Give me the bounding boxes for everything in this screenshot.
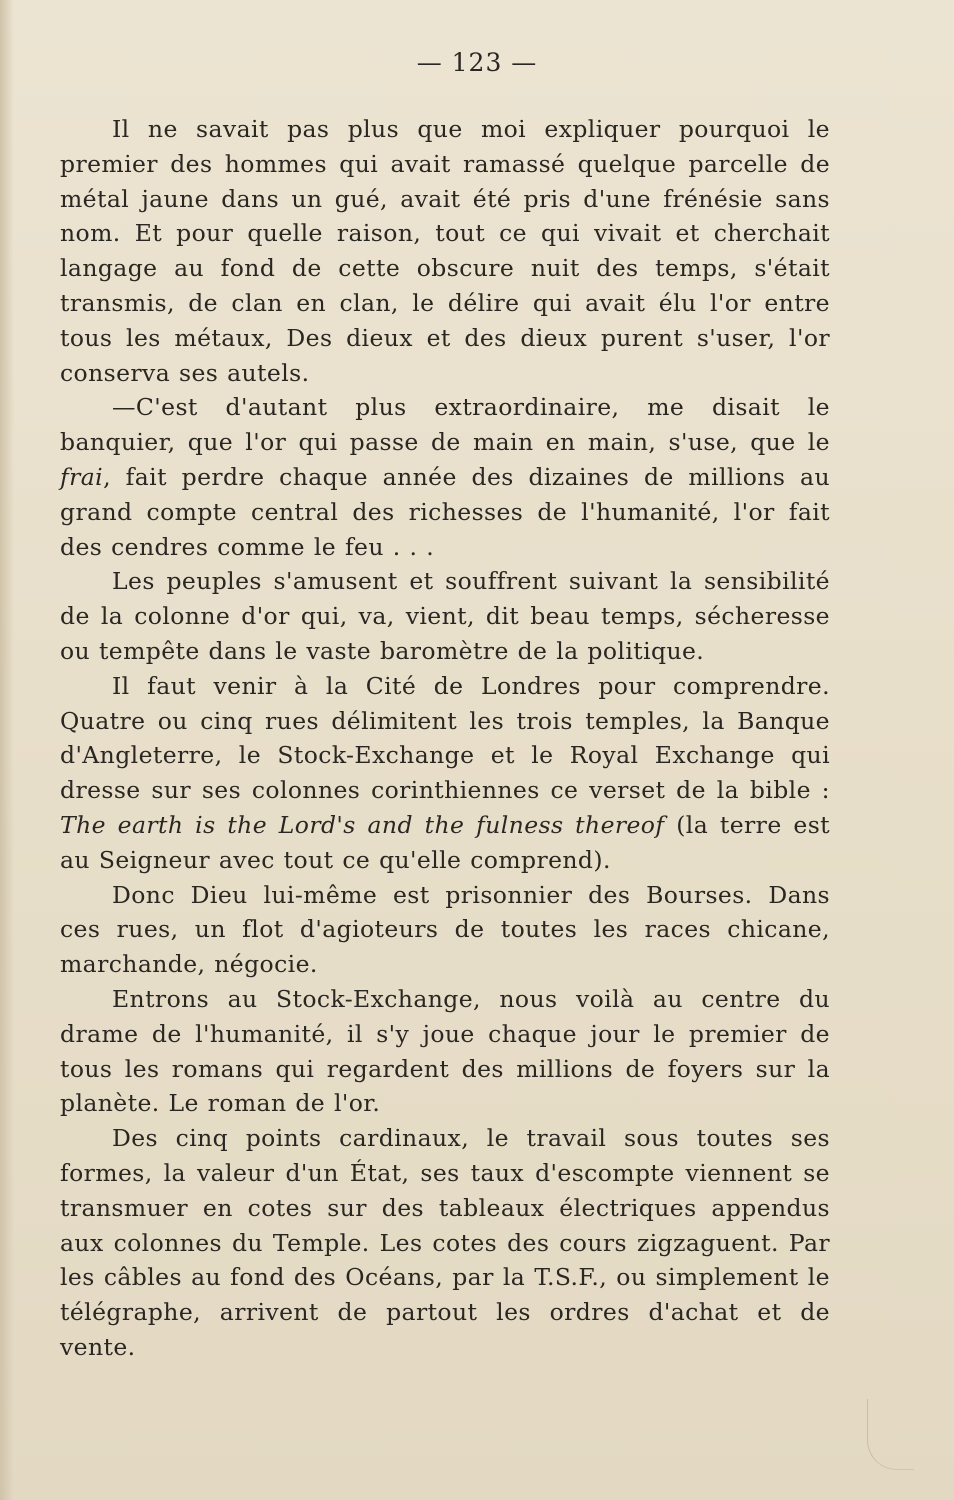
paragraph-4	[60, 669, 830, 878]
paragraph-1: Il ne savait pas plus que moi expliquer pourquoi le premier des hommes qui avait ramassé quelque parcelle de métal jaune dans un gué, avait été pris d'une frénésie sans nom. Et pour quelle raison, tout ce qui vivait et cherchait langage au fond de cette obscure nuit des temps, s'était transmis, de clan en clan, le délire qui avait élu l'or entre tous les métaux, Des dieux et des dieux purent s'user, l'or conserva ses autels.	[60, 115, 830, 387]
page-number: — 123 —	[416, 48, 538, 77]
paragraph-3: Les peuples s'amusent et souffrent suivant la sensibilité de la colonne d'or qui, va, vient, dit beau temps, sécheresse ou tempête dans le vaste baromètre de la politique.	[60, 567, 830, 665]
paper-crease-mark	[867, 1399, 914, 1470]
paragraph-5: Donc Dieu lui-même est prisonnier des Bourses. Dans ces rues, un flot d'agioteurs de toutes les races chicane, marchande, négocie.	[60, 880, 830, 979]
italic-term-frai: frai	[60, 462, 104, 491]
body-text	[60, 112, 830, 1365]
paragraph-7: Des cinq points cardinaux, le travail sous toutes ses formes, la valeur d'un État, ses taux d'escompte viennent se transmuer en cotes sur des tableaux électriques appendus aux colonnes du Temple. Les cotes des cours zigzaguent. Par les câbles au fond des Océans, par la T.S.F., ou simplement le télégraphe, arrivent de partout les ordres d'achat et de vente.	[60, 1124, 830, 1361]
paragraph-2	[60, 390, 830, 564]
italic-bible-verse: The earth is the Lord's and the fulness thereof	[60, 810, 665, 839]
paragraph-4-start: Il faut venir à la Cité de Londres pour comprendre. Quatre ou cinq rues délimitent les trois temples, la Banque d'Angleterre, le Stock-Exchange et le Royal Exchange qui dresse sur ses colonnes corinthiennes ce verset de la bible :	[60, 671, 830, 805]
paragraph-4-end: (la terre est au Seigneur avec tout ce qu'elle comprend).	[60, 810, 831, 874]
paragraph-2-start: —C'est d'autant plus extraordinaire, me disait le banquier, que l'or qui passe de main en main, s'use, que le	[60, 393, 830, 457]
paragraph-2-end: , fait perdre chaque année des dizaines de millions au grand compte central des richesses de l'humanité, l'or fait des cendres comme le feu . . .	[60, 462, 830, 561]
paragraph-6: Entrons au Stock-Exchange, nous voilà au centre du drame de l'humanité, il s'y joue chaque jour le premier de tous les romans qui regardent des millions de foyers sur la planète. Le roman de l'or.	[60, 984, 830, 1118]
